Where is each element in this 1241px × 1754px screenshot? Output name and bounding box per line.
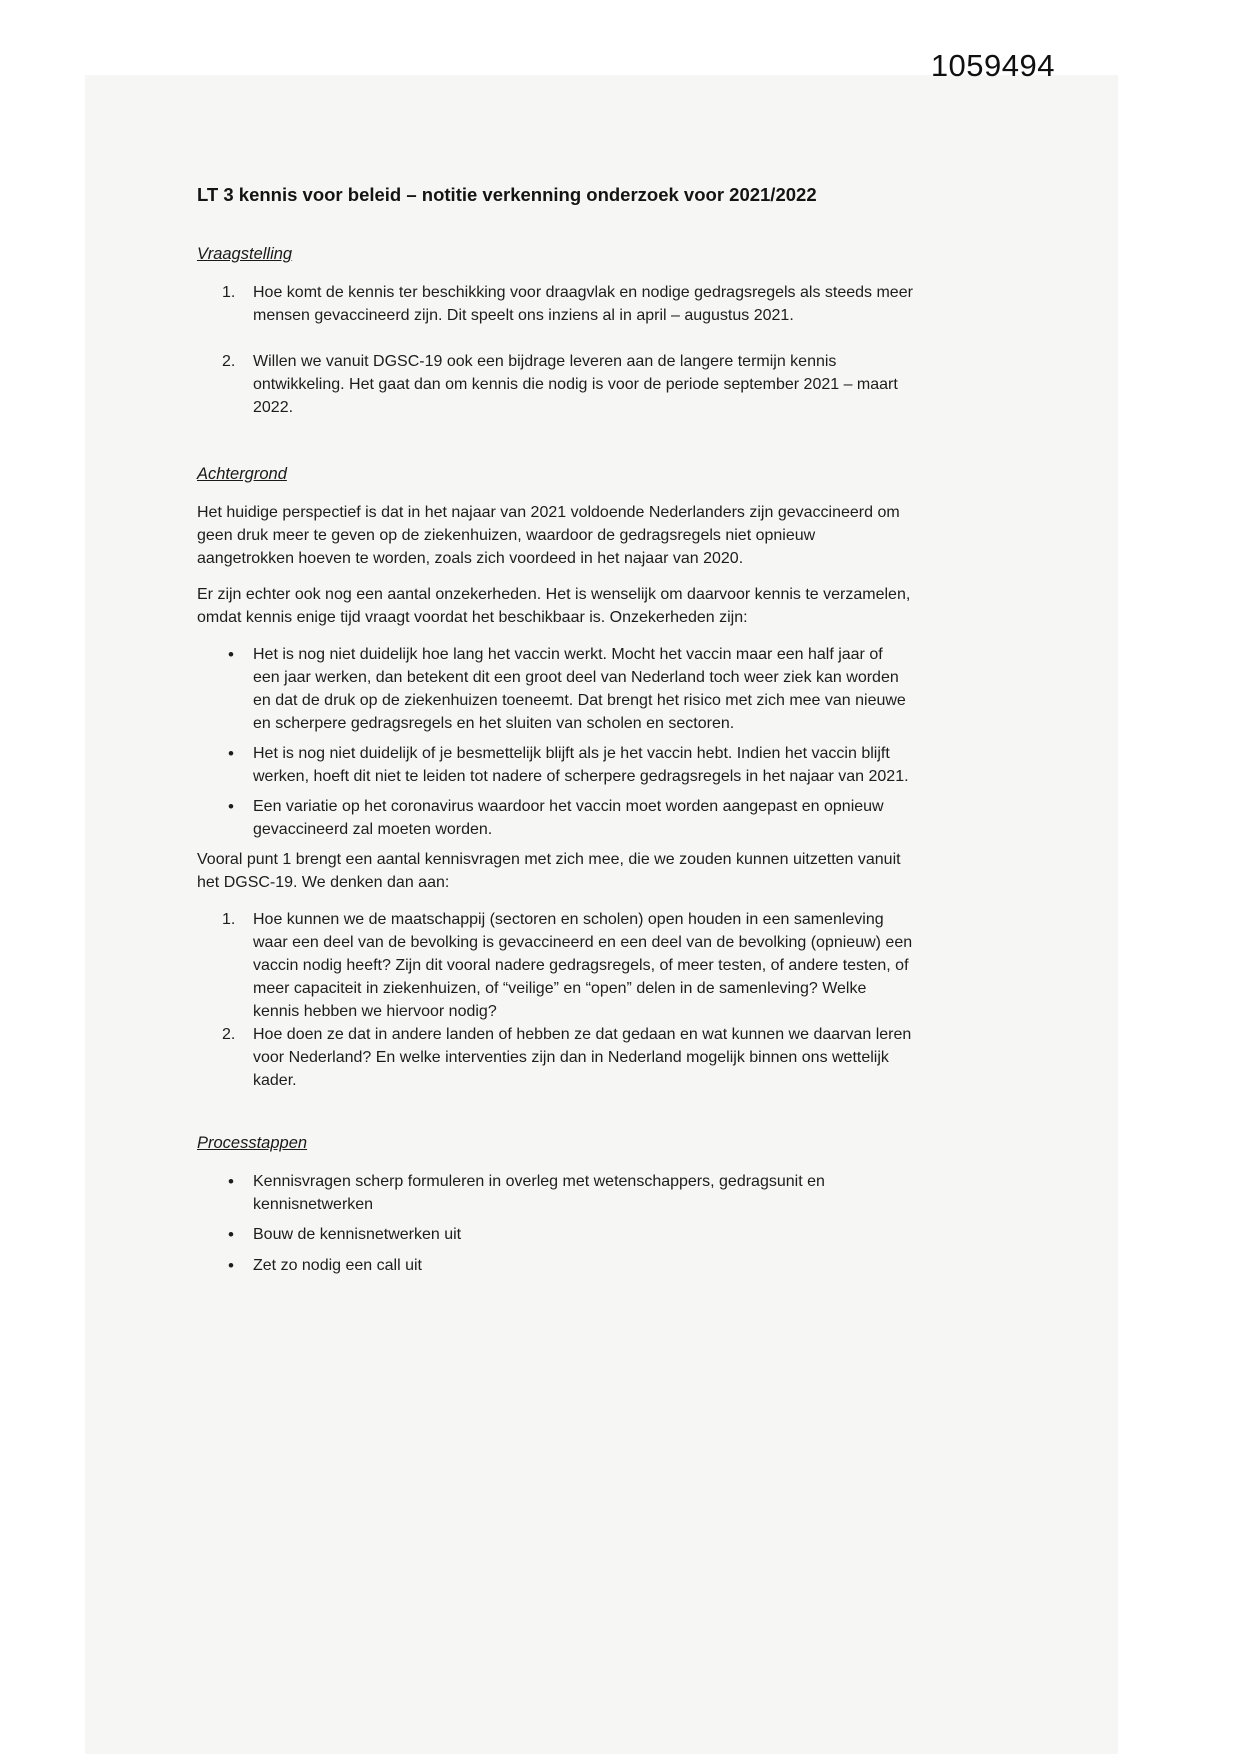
list-item — [228, 1170, 913, 1216]
list-item — [222, 908, 913, 1023]
bullet-icon — [228, 1170, 253, 1216]
bullet-icon — [228, 742, 253, 788]
list-item-text: Hoe doen ze dat in andere landen of hebben ze dat gedaan en wat kunnen we daarvan leren voor Nederland? En welke interventies zijn dan in Nederland mogelijk binnen ons wettelijk kader. — [253, 1026, 912, 1089]
paragraph: Er zijn echter ook nog een aantal onzekerheden. Het is wenselijk om daarvoor kennis te verzamelen, omdat kennis enige tijd vraagt voordat het beschikbaar is. Onzekerheden zijn: — [197, 586, 911, 626]
bullet-icon — [228, 795, 253, 841]
bullet-icon — [228, 643, 253, 735]
list-item — [222, 281, 913, 327]
paragraph: Het huidige perspectief is dat in het najaar van 2021 voldoende Nederlanders zijn gevaccineerd om geen druk meer te geven op de ziekenhuizen, waardoor de gedragsregels niet opnieuw aangetrokken hoeven te worden, zoals zich voordeed in het najaar van 2020. — [197, 504, 900, 567]
list-item-text: Kennisvragen scherp formuleren in overleg met wetenschappers, gedragsunit en kennisnetwerken — [253, 1173, 825, 1213]
processtappen-bullet-list — [197, 1170, 913, 1278]
list-item-text: Zet zo nodig een call uit — [253, 1257, 422, 1274]
paragraph: Vooral punt 1 brengt een aantal kennisvragen met zich mee, die we zouden kunnen uitzetten vanuit het DGSC-19. We denken dan aan: — [197, 851, 901, 891]
bullet-icon — [228, 1223, 253, 1247]
list-item — [228, 1254, 913, 1278]
list-item-text: Bouw de kennisnetwerken uit — [253, 1226, 462, 1243]
list-item-number: 2. — [222, 353, 236, 370]
list-item-text: Een variatie op het coronavirus waardoor het vaccin moet worden aangepast en opnieuw gevaccineerd zal moeten worden. — [253, 798, 884, 838]
section-heading-achtergrond: Achtergrond — [197, 465, 287, 483]
list-item — [228, 1223, 913, 1247]
list-item-number: 2. — [222, 1026, 236, 1043]
kennisvragen-numbered-list — [197, 908, 913, 1092]
list-item-text: Hoe kunnen we de maatschappij (sectoren en scholen) open houden in een samenleving waar een deel van de bevolking is gevaccineerd en een deel van de bevolking (opnieuw) een vaccin nodig heeft? Zijn dit vooral nadere gedragsregels, of meer testen, of andere testen, of meer capaciteit in ziekenhuizen, of “veilige” en “open” delen in de samenleving? Welke kennis hebben we hiervoor nodig? — [253, 911, 913, 1020]
bullet-icon — [228, 1254, 253, 1278]
section-heading-vraagstelling: Vraagstelling — [197, 245, 293, 263]
list-item-text: Het is nog niet duidelijk of je besmettelijk blijft als je het vaccin hebt. Indien het vaccin blijft werken, hoeft dit niet te leiden tot nadere of scherpere gedragsregels in het najaar van 2021. — [253, 745, 909, 785]
list-item — [228, 795, 913, 841]
vraagstelling-numbered-list — [197, 281, 913, 419]
list-item-text: Hoe komt de kennis ter beschikking voor draagvlak en nodige gedragsregels als steeds meer mensen gevaccineerd zijn. Dit speelt ons inziens al in april – augustus 2021. — [253, 284, 913, 324]
section-heading-processtappen: Processtappen — [197, 1134, 308, 1152]
list-item-number: 1. — [222, 911, 236, 928]
list-item — [228, 742, 913, 788]
onzekerheden-bullet-list — [197, 643, 913, 841]
list-item — [222, 1023, 913, 1092]
list-item — [222, 350, 913, 419]
page-title: LT 3 kennis voor beleid – notitie verkenning onderzoek voor 2021/2022 — [197, 184, 817, 205]
list-item-text: Het is nog niet duidelijk hoe lang het vaccin werkt. Mocht het vaccin maar een half jaar of een jaar werken, dan betekent dit een groot deel van Nederland toch weer ziek kan worden en dat de druk op de ziekenhuizen toeneemt. Dat brengt het risico met zich mee van nieuwe en scherpere gedragsregels en het sluiten van scholen en sectoren. — [253, 646, 906, 732]
document-content — [197, 183, 913, 1285]
document-number: 1059494 — [930, 48, 1055, 83]
list-item-text: Willen we vanuit DGSC-19 ook een bijdrage leveren aan de langere termijn kennis ontwikkeling. Het gaat dan om kennis die nodig is voor de periode september 2021 – maart 2022. — [253, 353, 898, 416]
list-item — [228, 643, 913, 735]
list-item-number: 1. — [222, 284, 236, 301]
